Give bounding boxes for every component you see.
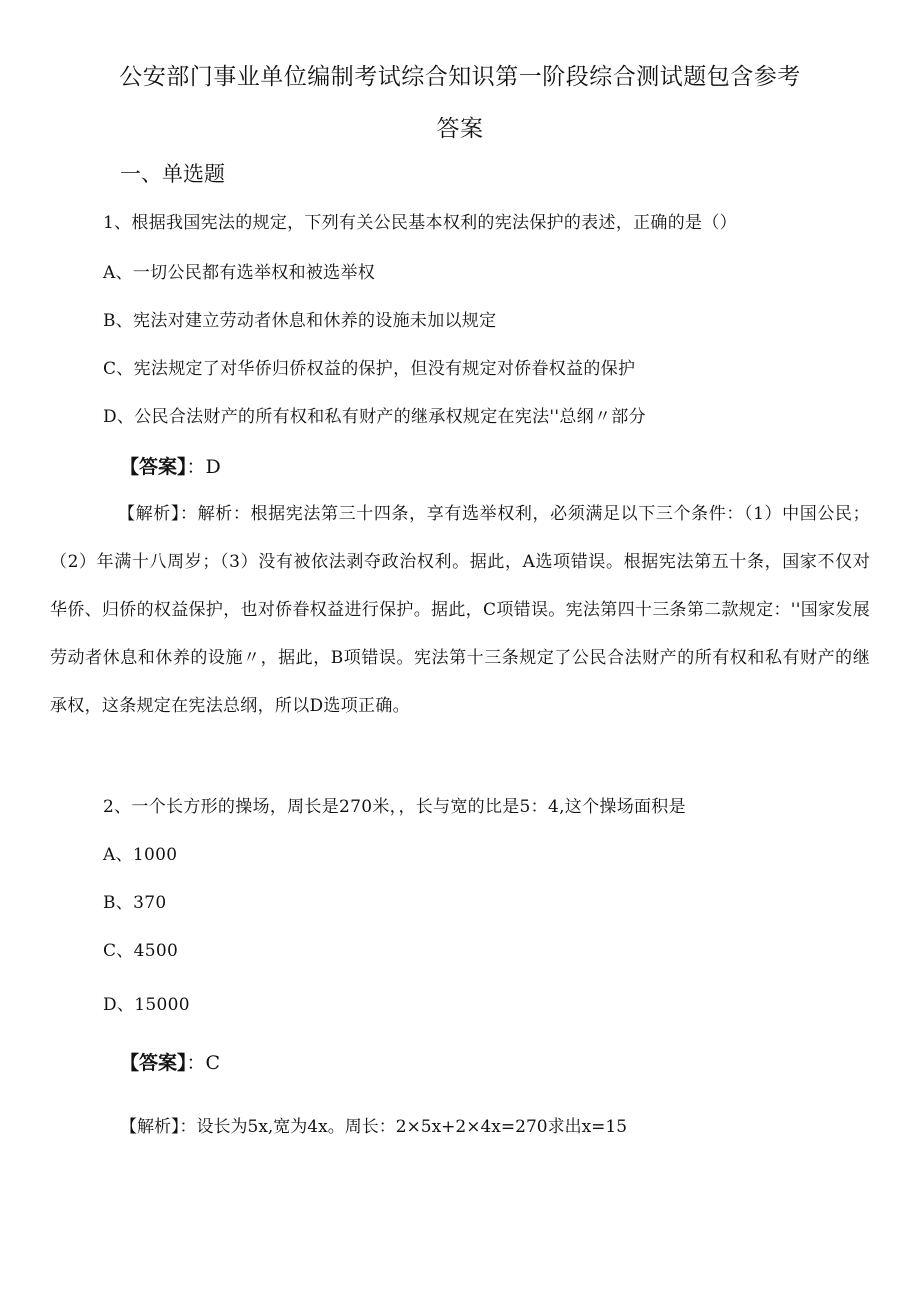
question-1-option-b: B、宪法对建立劳动者休息和休养的设施未加以规定 xyxy=(103,311,497,331)
answer-label: 【答案】 xyxy=(120,1052,187,1074)
question-1-option-a: A、一切公民都有选举权和被选举权 xyxy=(103,263,376,283)
question-1-option-d: D、公民合法财产的所有权和私有财产的继承权规定在宪法''总纲〃部分 xyxy=(103,407,646,427)
answer-value: ：C xyxy=(186,1052,221,1074)
question-2-analysis xyxy=(120,1112,627,1137)
question-2-option-d: D、15000 xyxy=(103,995,190,1015)
answer-label: 【答案】 xyxy=(120,456,187,478)
document-title-line1: 公安部门事业单位编制考试综合知识第一阶段综合测试题包含参考 xyxy=(119,64,801,90)
analysis-text: ：设长为5x,宽为4x。周长：2×5x+2×4x=270求出x=15 xyxy=(179,1117,628,1137)
question-2-option-c: C、4500 xyxy=(103,941,179,961)
answer-value: ：D xyxy=(186,456,221,478)
question-1-option-c: C、宪法规定了对华侨归侨权益的保护，但没有规定对侨眷权益的保护 xyxy=(103,359,636,379)
analysis-label: 【解析】 xyxy=(120,1117,180,1137)
question-1-answer xyxy=(120,452,221,479)
question-1-stem: 1、根据我国宪法的规定，下列有关公民基本权利的宪法保护的表述，正确的是（） xyxy=(103,213,737,233)
analysis-label: 【解析】 xyxy=(118,504,180,524)
question-1-analysis xyxy=(50,490,870,730)
section-heading: 一、单选题 xyxy=(120,162,225,186)
analysis-text: ：解析：根据宪法第三十四条，享有选举权利，必须满足以下三个条件：（1）中国公民；（2）年满十八周岁；（3）没有被依法剥夺政治权利。据此，A选项错误。根据宪法第五十条，国家不仅对华侨、归侨的权益保护，也对侨眷权益进行保护。据此，C项错误。宪法第四十三条第二款规定：''国家发展劳动者休息和休养的设施〃，据此，B项错误。宪法第十三条规定了公民合法财产的所有权和私有财产的继承权，这条规定在宪法总纲，所以D选项正确。 xyxy=(50,504,870,716)
question-2-option-b: B、370 xyxy=(103,893,167,913)
question-2-answer xyxy=(120,1048,220,1075)
document-title-line2: 答案 xyxy=(436,116,484,142)
question-2-stem: 2、一个长方形的操场，周长是270米，，长与宽的比是5：4,这个操场面积是 xyxy=(103,797,686,817)
question-2-option-a: A、1000 xyxy=(103,845,178,865)
